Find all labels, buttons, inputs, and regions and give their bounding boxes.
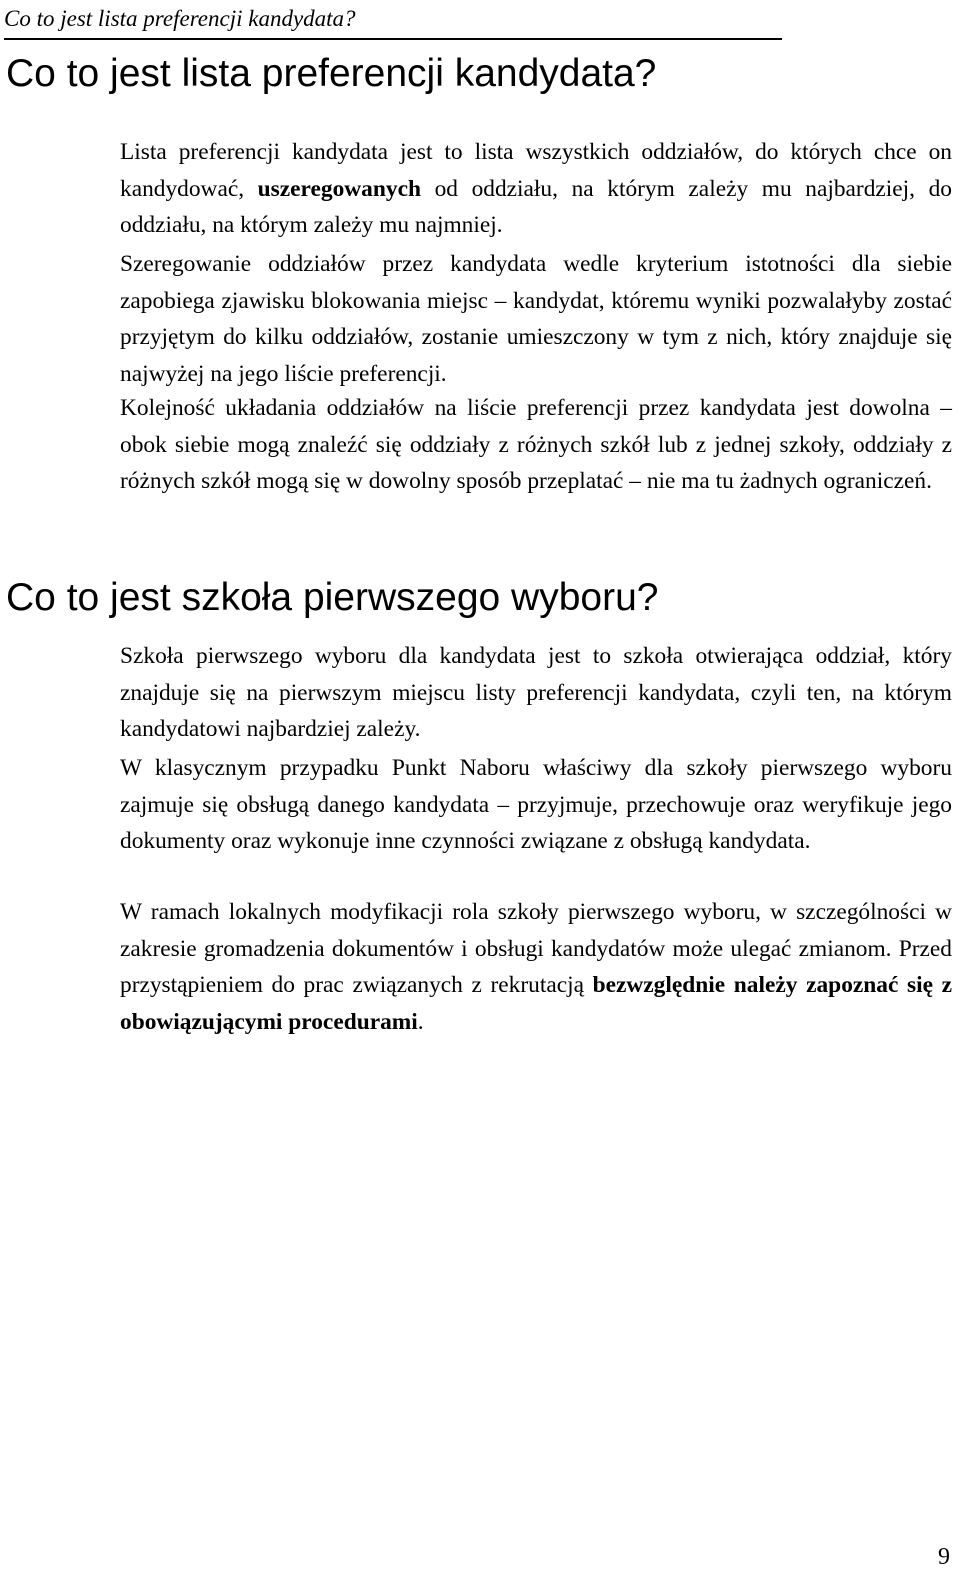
paragraph-text: od oddziału, na którym zależy mu najbardziej, do oddziału, na którym zależy mu najmniej. [120, 175, 952, 239]
section-heading-first-choice-school: Co to jest szkoła pierwszego wyboru? [6, 576, 659, 619]
paragraph-text: W ramach lokalnych modyfikacji rola szkoły pierwszego wyboru, w szczególności w zakresie gromadzenia dokumentów i obsługi kandydatów może ulegać zmianom. Przed przystąpieniem do prac związanych z rekrutacją [120, 899, 952, 999]
paragraph-recruitment-office: W klasycznym przypadku Punkt Naboru właściwy dla szkoły pierwszego wyboru zajmuje się obsługą danego kandydata – przyjmuje, przechowuje oraz weryfikuje jego dokumenty oraz wykonuje inne czynności związane z obsługą kandydata. [120, 755, 952, 855]
paragraph-first-choice-definition: Szkoła pierwszego wyboru dla kandydata jest to szkoła otwierająca oddział, który znajduje się na pierwszym miejscu listy preferencji kandydata, czyli ten, na którym kandydatowi najbardziej zależy. [120, 643, 952, 743]
section-heading-preference-list: Co to jest lista preferencji kandydata? [6, 52, 657, 95]
page-number: 9 [938, 1544, 950, 1570]
paragraph-preference-list-definition [120, 134, 952, 244]
paragraph-text: Lista preferencji kandydata jest to lista wszystkich oddziałów, do których chce on kandydować, [120, 139, 952, 202]
paragraph-text: . [417, 1008, 424, 1035]
paragraph-ordering-freedom: Kolejność układania oddziałów na liście preferencji przez kandydata jest dowolna – obok siebie mogą znaleźć się oddziały z różnych szkół lub z jednej szkoły, oddziały z różnych szkół mogą się w dowolny sposób przeplatać – nie ma tu żadnych ograniczeń. [120, 395, 952, 495]
paragraph-ordering-purpose: Szeregowanie oddziałów przez kandydata wedle kryterium istotności dla siebie zapobiega zjawisku blokowania miejsc – kandydat, któremu wyniki pozwalałyby zostać przyjętym do kilku oddziałów, zostanie umieszczony w tym z nich, który znajduje się najwyżej na jego liście preferencji. [120, 251, 952, 387]
paragraph-local-modifications [120, 894, 952, 1040]
running-title: Co to jest lista preferencji kandydata? [4, 6, 356, 31]
bold-procedures-notice: bezwzględnie należy zapoznać się z obowiązującymi procedurami [120, 972, 952, 1035]
running-header [4, 4, 782, 40]
bold-term-ordered: uszeregowanych [257, 175, 421, 202]
